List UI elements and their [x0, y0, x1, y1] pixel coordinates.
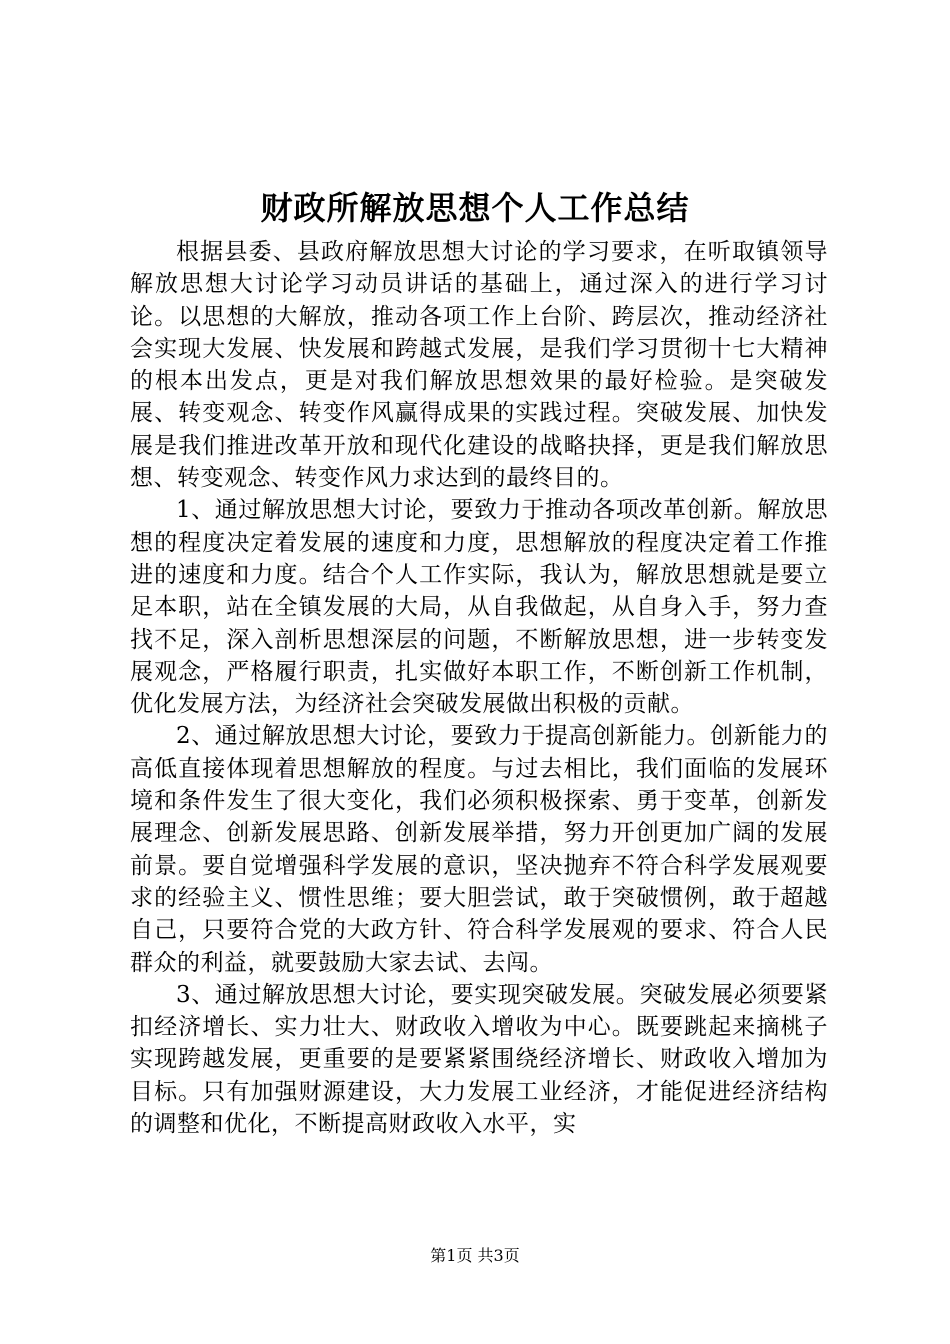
- document-body: [130, 236, 828, 1140]
- paragraph-point-3: 3、通过解放思想大讨论，要实现突破发展。突破发展必须要紧扣经济增长、实力壮大、财政收入增收为中心。既要跳起来摘桃子实现跨越发展，更重要的是要紧紧围绕经济增长、财政收入增加为目标。只有加强财源建设，大力发展工业经济，才能促进经济结构的调整和优化，不断提高财政收入水平，实: [130, 981, 828, 1138]
- page-number-footer: 第1页 共3页: [430, 1246, 520, 1265]
- paragraph-point-2: 2、通过解放思想大讨论，要致力于提高创新能力。创新能力的高低直接体现着思想解放的程度。与过去相比，我们面临的发展环境和条件发生了很大变化，我们必须积极探索、勇于变革，创新发展理念、创新发展思路、创新发展举措，努力开创更加广阔的发展前景。要自觉增强科学发展的意识，坚决抛弃不符合科学发展观要求的经验主义、惯性思维；要大胆尝试，敢于突破惯例，敢于超越自己，只要符合党的大政方针、符合科学发展观的要求、符合人民群众的利益，就要鼓励大家去试、去闯。: [130, 723, 828, 976]
- paragraph-intro: 根据县委、县政府解放思想大讨论的学习要求，在听取镇领导解放思想大讨论学习动员讲话的基础上，通过深入的进行学习讨论。以思想的大解放，推动各项工作上台阶、跨层次，推动经济社会实现大发展、快发展和跨越式发展，是我们学习贯彻十七大精神的根本出发点，更是对我们解放思想效果的最好检验。是突破发展、转变观念、转变作风赢得成果的实践过程。突破发展、加快发展是我们推进改革开放和现代化建设的战略抉择，更是我们解放思想、转变观念、转变作风力求达到的最终目的。: [130, 239, 828, 492]
- document-title: 财政所解放思想个人工作总结: [260, 189, 690, 227]
- paragraph-point-1: 1、通过解放思想大讨论，要致力于推动各项改革创新。解放思想的程度决定着发展的速度和力度，思想解放的程度决定着工作推进的速度和力度。结合个人工作实际，我认为，解放思想就是要立足本职，站在全镇发展的大局，从自我做起，从自身入手，努力查找不足，深入剖析思想深层的问题，不断解放思想，进一步转变发展观念，严格履行职责，扎实做好本职工作，不断创新工作机制，优化发展方法，为经济社会突破发展做出积极的贡献。: [130, 497, 828, 718]
